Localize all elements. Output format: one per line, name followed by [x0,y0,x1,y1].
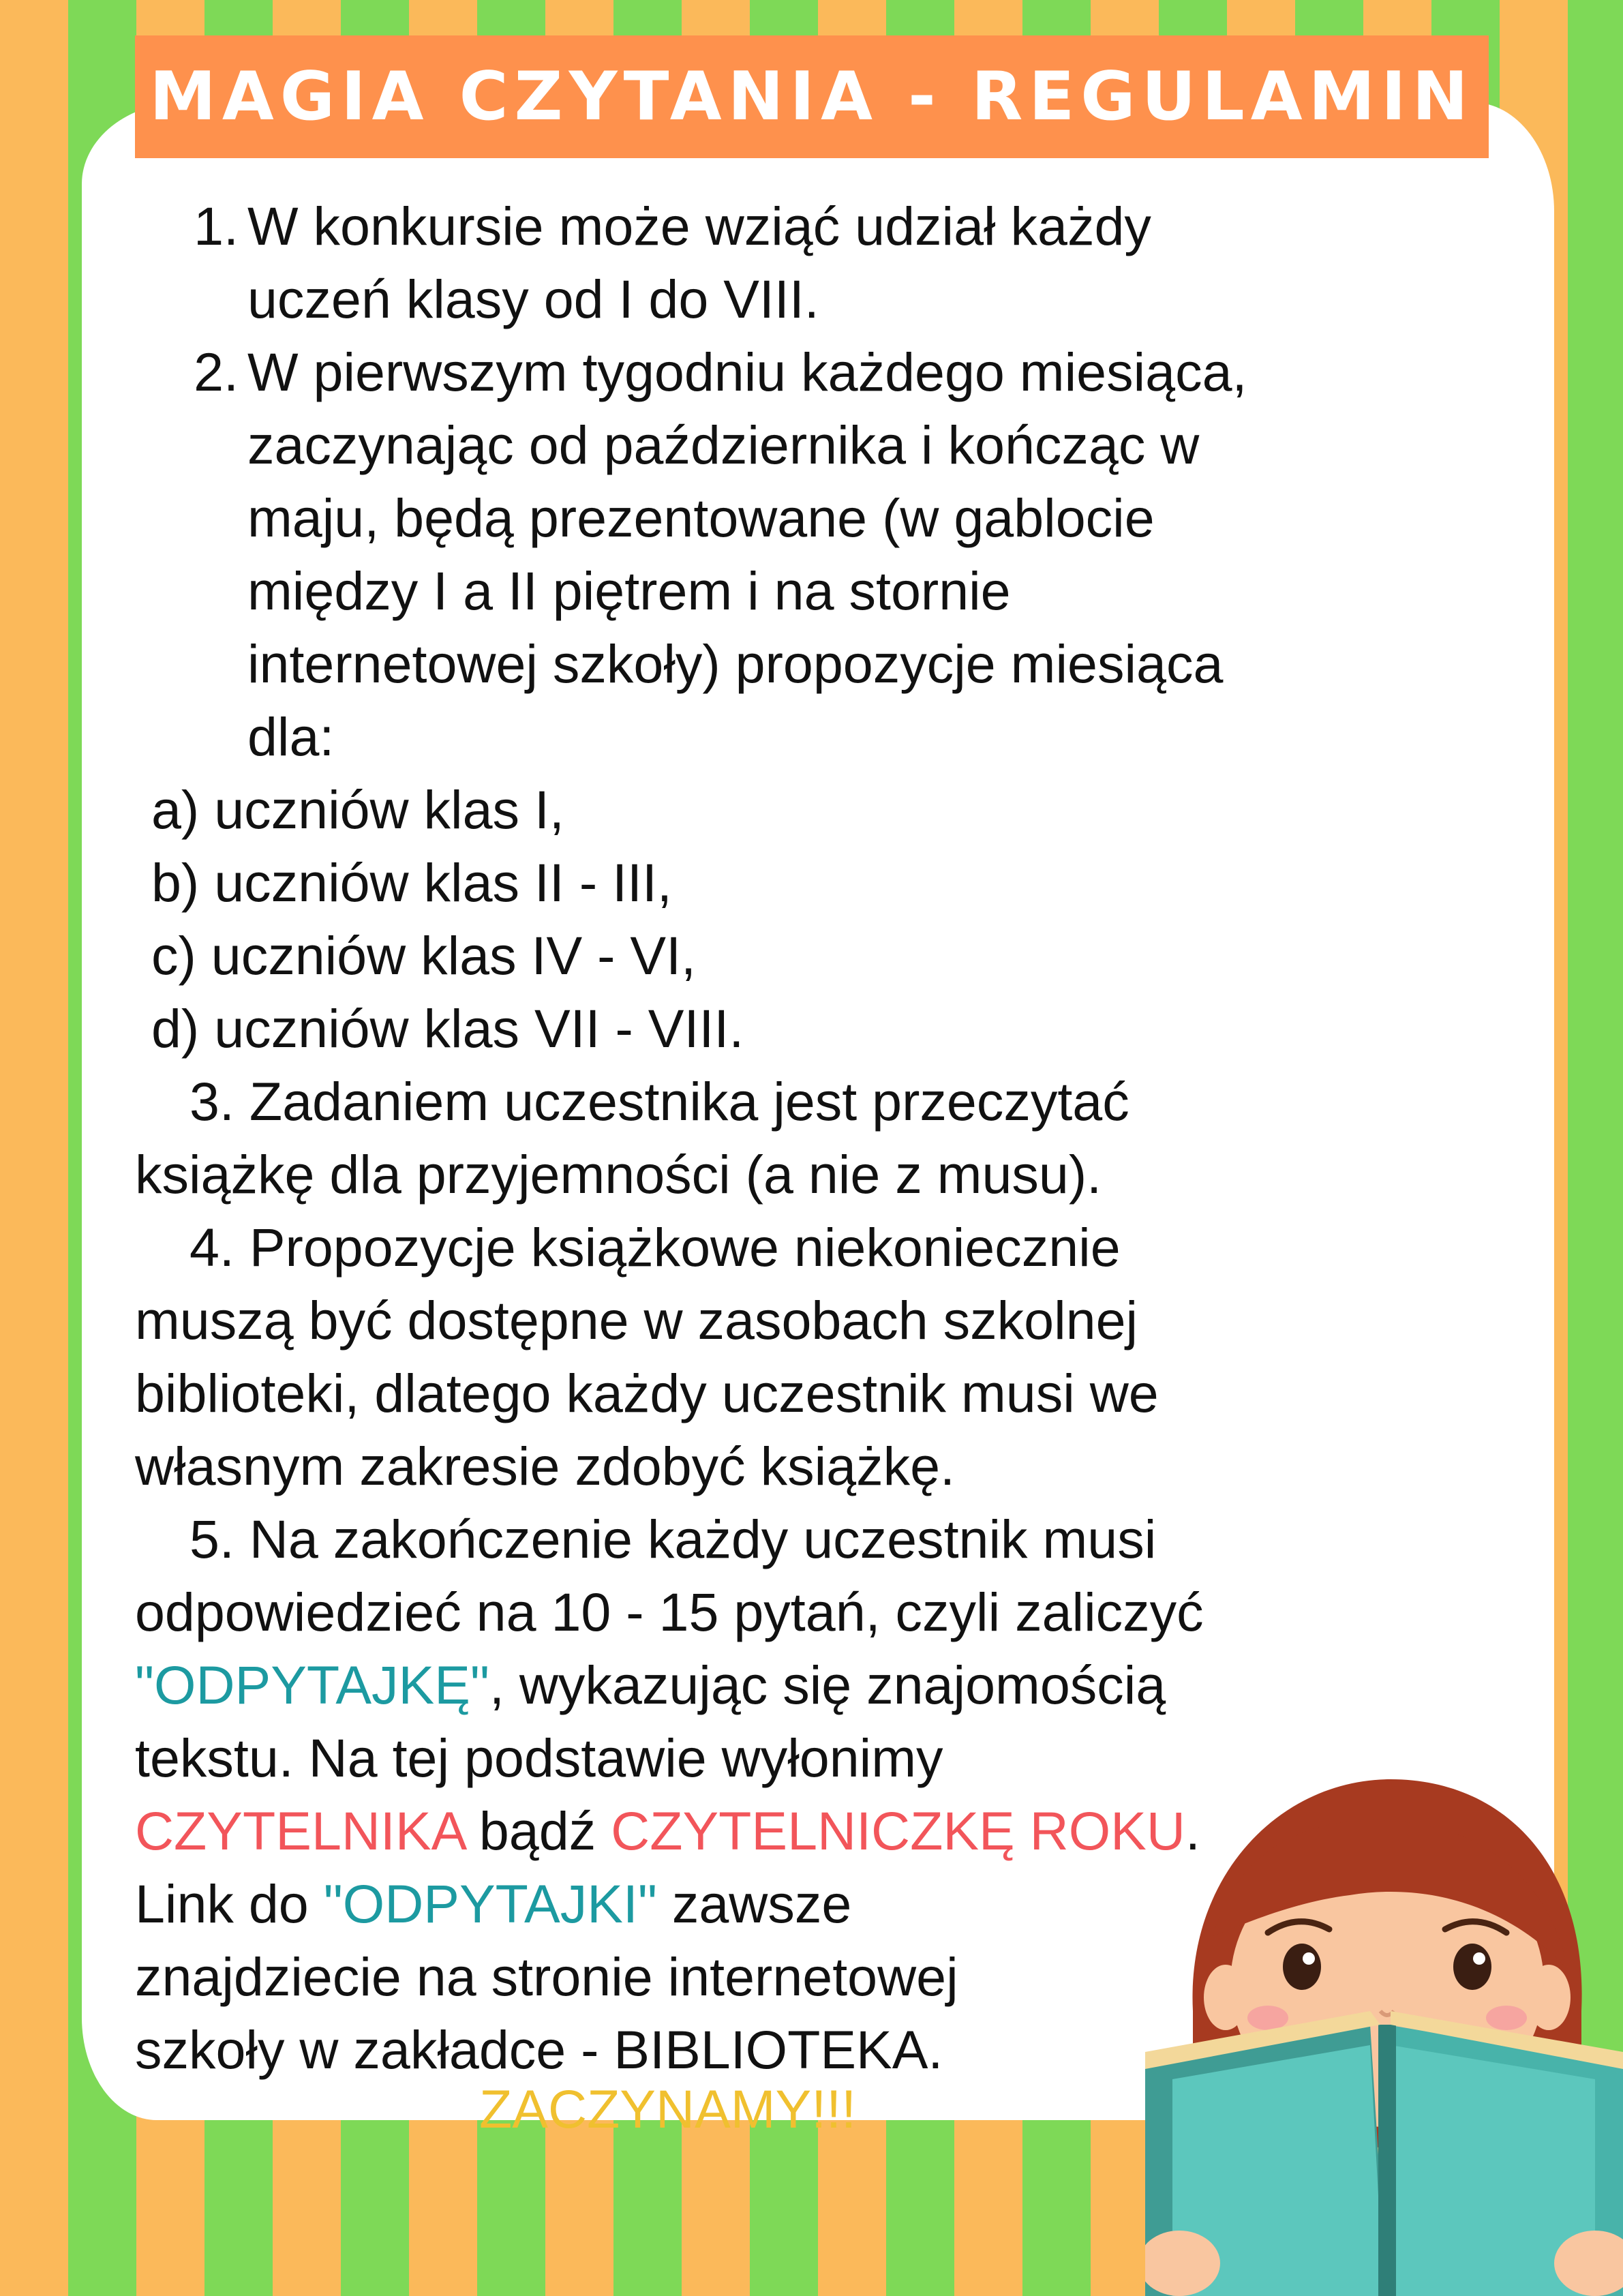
rule-2-line-3: maju, będą prezentowane (w gablocie [247,487,1155,548]
sub-item-d: d) uczniów klas VII - VIII. [151,998,744,1059]
rule-2-line-5: internetowej szkoły) propozycje miesiąca [247,633,1224,694]
rule-4-line-2: muszą być dostępne w zasobach szkolnej [135,1290,1138,1350]
rule-1-line-2: uczeń klasy od I do VIII. [247,269,819,329]
rule-1-line-1 [135,190,1498,262]
left-cheek-icon [1247,2006,1288,2030]
czytelnika-highlight: CZYTELNIKA [135,1800,464,1861]
right-eye-icon [1453,1944,1491,1990]
rule-2-text: W pierwszym tygodniu każdego miesiąca, [247,342,1247,402]
rule-5-line-1: 5. Na zakończenie każdy uczestnik musi [189,1509,1157,1569]
rule-1-text: W konkursie może wziąć udział każdy [247,196,1151,256]
left-ear-icon [1204,1965,1247,2030]
rule-5-line-2: odpowiedzieć na 10 - 15 pytań, czyli zaliczyć [135,1582,1204,1642]
rule-5-line-3-rest: , wykazując się znajomością [489,1655,1166,1715]
rule-5-line-3 [135,1648,1498,1721]
rule-2-line-4: między I a II piętrem i na stornie [247,560,1011,621]
reading-girl-illustration [1145,1766,1623,2296]
left-eye-icon [1283,1944,1321,1990]
zaczynamy-text: ZACZYNAMY!!! [479,2079,857,2139]
link-prefix: Link do [135,1873,324,1934]
book-spine-icon [1378,2025,1396,2296]
rule-3-line-2: książkę dla przyjemności (a nie z musu). [135,1144,1102,1205]
page-title: MAGIA CZYTANIA - REGULAMIN [149,58,1474,136]
rule-5-line-5-mid: bądź [464,1800,611,1861]
rule-4-line-1: 4. Propozycje książkowe niekoniecznie [189,1217,1121,1278]
title-banner [135,35,1489,158]
odpytajke-highlight: "ODPYTAJKĘ" [135,1655,489,1715]
right-cheek-icon [1486,2006,1527,2030]
rule-2-number: 2. [194,342,239,402]
rule-4-line-4: własnym zakresie zdobyć książkę. [135,1436,955,1496]
rule-5-line-4: tekstu. Na tej podstawie wyłonimy [135,1727,943,1788]
rule-3-line-1: 3. Zadaniem uczestnika jest przeczytać [189,1071,1129,1132]
right-ear-icon [1527,1965,1571,2030]
rule-2-line-2: zaczynając od października i kończąc w [247,414,1200,475]
link-suffix: zawsze [656,1873,852,1934]
sub-item-b: b) uczniów klas II - III, [151,852,672,913]
rule-5-line-5-end: . [1185,1800,1200,1861]
sub-item-c: c) uczniów klas IV - VI, [151,925,696,986]
rule-4-line-3: biblioteki, dlatego każdy uczestnik musi we [135,1363,1159,1423]
rule-2-line-1 [135,335,1498,408]
left-eye-glint-icon [1303,1952,1315,1965]
rule-1-number: 1. [194,196,239,256]
rule-2-line-6: dla: [247,706,335,767]
sub-item-a: a) uczniów klas I, [151,779,564,840]
rule-5-line-7: znajdziecie na stronie internetowej [135,1946,958,2007]
right-eye-glint-icon [1473,1952,1485,1965]
czytelniczke-roku-highlight: CZYTELNICZKĘ ROKU [611,1800,1185,1861]
rule-5-line-8: szkoły w zakładce - BIBLIOTEKA. [135,2019,943,2080]
odpytajki-highlight: "ODPYTAJKI" [323,1873,657,1934]
